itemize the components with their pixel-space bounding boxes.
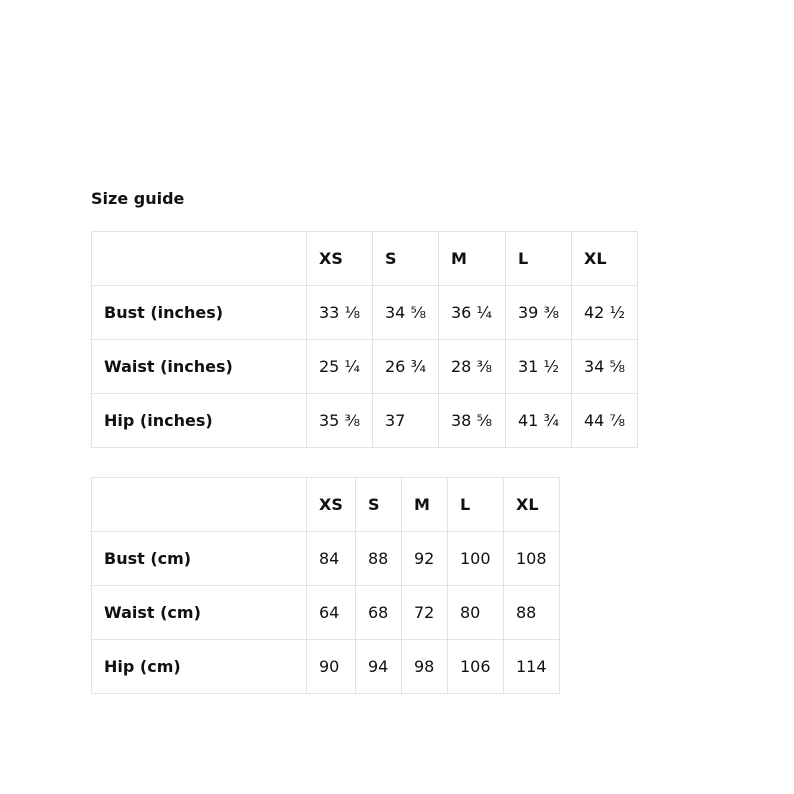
header-cell-empty	[92, 478, 307, 532]
row-label-bust: Bust (cm)	[92, 532, 307, 586]
table-cell: 88	[356, 532, 402, 586]
row-label-hip: Hip (inches)	[92, 394, 307, 448]
table-cell: 39 ⅜	[506, 286, 572, 340]
table-row	[92, 532, 560, 586]
header-cell-empty	[92, 232, 307, 286]
size-table-cm	[91, 477, 560, 694]
table-row	[92, 286, 638, 340]
table-cell: 26 ¾	[373, 340, 439, 394]
table-cell: 38 ⅝	[439, 394, 506, 448]
header-cell-s: S	[356, 478, 402, 532]
table-cell: 33 ⅛	[307, 286, 373, 340]
header-cell-l: L	[448, 478, 504, 532]
table-row	[92, 586, 560, 640]
table-cell: 72	[402, 586, 448, 640]
header-cell-xl: XL	[572, 232, 638, 286]
header-cell-xl: XL	[504, 478, 560, 532]
row-label-waist: Waist (cm)	[92, 586, 307, 640]
table-cell: 36 ¼	[439, 286, 506, 340]
header-cell-s: S	[373, 232, 439, 286]
table-cell: 80	[448, 586, 504, 640]
table-cell: 68	[356, 586, 402, 640]
table-cell: 98	[402, 640, 448, 694]
table-row	[92, 640, 560, 694]
table-cell: 35 ⅜	[307, 394, 373, 448]
table-cell: 106	[448, 640, 504, 694]
table-header-row	[92, 232, 638, 286]
table-cell: 90	[307, 640, 356, 694]
table-cell: 25 ¼	[307, 340, 373, 394]
table-cell: 108	[504, 532, 560, 586]
table-row	[92, 340, 638, 394]
table-cell: 41 ¾	[506, 394, 572, 448]
header-cell-xs: XS	[307, 232, 373, 286]
table-cell: 88	[504, 586, 560, 640]
table-cell: 92	[402, 532, 448, 586]
table-cell: 42 ½	[572, 286, 638, 340]
table-row	[92, 394, 638, 448]
table-cell: 37	[373, 394, 439, 448]
table-cell: 100	[448, 532, 504, 586]
table-cell: 84	[307, 532, 356, 586]
table-cell: 44 ⅞	[572, 394, 638, 448]
header-cell-m: M	[439, 232, 506, 286]
table-header-row	[92, 478, 560, 532]
table-cell: 34 ⅝	[572, 340, 638, 394]
table-cell: 64	[307, 586, 356, 640]
row-label-waist: Waist (inches)	[92, 340, 307, 394]
row-label-bust: Bust (inches)	[92, 286, 307, 340]
table-cell: 31 ½	[506, 340, 572, 394]
table-cell: 28 ⅜	[439, 340, 506, 394]
table-cell: 114	[504, 640, 560, 694]
size-table-inches	[91, 231, 638, 448]
table-cell: 34 ⅝	[373, 286, 439, 340]
table-cell: 94	[356, 640, 402, 694]
header-cell-m: M	[402, 478, 448, 532]
header-cell-l: L	[506, 232, 572, 286]
row-label-hip: Hip (cm)	[92, 640, 307, 694]
header-cell-xs: XS	[307, 478, 356, 532]
page-title: Size guide	[91, 189, 185, 208]
